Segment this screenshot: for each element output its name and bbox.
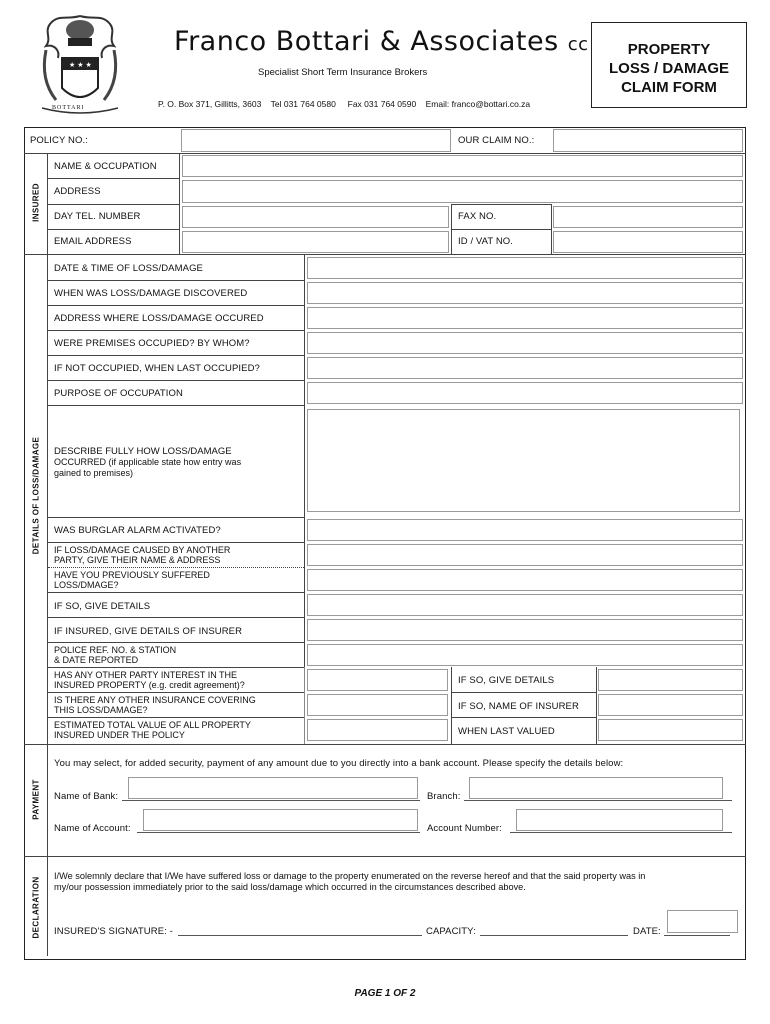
address-label: ADDRESS	[54, 186, 101, 197]
details-section-label: DETAILS OF LOSS/DAMAGE	[31, 436, 41, 555]
police-ref-line1: POLICE REF. NO. & STATION	[54, 645, 177, 655]
our-claim-no-label: OUR CLAIM NO.:	[458, 135, 535, 146]
estimated-value-line1: ESTIMATED TOTAL VALUE OF ALL PROPERTY	[54, 720, 251, 730]
logo-motto: BOTTARI	[52, 105, 85, 111]
date-time-label: DATE & TIME OF LOSS/DAMAGE	[54, 263, 203, 274]
prev-suffered-line2: LOSS/DMAGE?	[54, 580, 119, 590]
company-name-text: Franco Bottari & Associates	[174, 26, 559, 57]
payment-section-label: PAYMENT	[31, 779, 41, 820]
payment-intro: You may select, for added security, payment of any amount due to you directly into a bank account. Please specify the details below:	[54, 758, 624, 769]
account-name-field[interactable]	[143, 809, 418, 831]
form-title-line1: PROPERTY	[627, 41, 711, 58]
capacity-label: CAPACITY:	[426, 926, 476, 937]
prev-suffered-label	[54, 570, 210, 590]
premises-occupied-label: WERE PREMISES OCCUPIED? BY WHOM?	[54, 338, 250, 349]
signature-label: INSURED'S SIGNATURE: -	[54, 926, 173, 937]
not-occupied-field[interactable]	[307, 357, 743, 379]
company-suffix: cc	[567, 34, 589, 55]
account-number-field[interactable]	[516, 809, 723, 831]
when-discovered-field[interactable]	[307, 282, 743, 304]
address-occurred-field[interactable]	[307, 307, 743, 329]
other-party-details-label: IF SO, GIVE DETAILS	[458, 675, 555, 686]
account-name-label: Name of Account:	[54, 823, 131, 834]
bank-name-label: Name of Bank:	[54, 791, 119, 802]
address-occurred-label: ADDRESS WHERE LOSS/DAMAGE OCCURED	[54, 313, 264, 324]
purpose-label: PURPOSE OF OCCUPATION	[54, 388, 183, 399]
account-number-label: Account Number:	[427, 823, 502, 834]
email-address-label: EMAIL ADDRESS	[54, 236, 132, 247]
burglar-alarm-label: WAS BURGLAR ALARM ACTIVATED?	[54, 525, 221, 536]
name-occupation-field[interactable]	[182, 155, 743, 177]
if-so-details-label: IF SO, GIVE DETAILS	[54, 601, 151, 612]
bank-name-field[interactable]	[128, 777, 418, 799]
fax-no-field[interactable]	[553, 206, 743, 228]
date-label: DATE:	[633, 926, 661, 937]
other-party-line1: HAS ANY OTHER PARTY INTEREST IN THE	[54, 670, 238, 680]
form-title-box	[591, 22, 747, 108]
police-ref-line2: & DATE REPORTED	[54, 655, 139, 665]
burglar-alarm-field[interactable]	[307, 519, 743, 541]
if-so-details-field[interactable]	[307, 594, 743, 616]
id-vat-field[interactable]	[553, 231, 743, 253]
estimated-value-line2: INSURED UNDER THE POLICY	[54, 730, 185, 740]
policy-no-label: POLICY NO.:	[30, 135, 88, 146]
other-insurance-label	[54, 695, 256, 715]
form-title-line3: CLAIM FORM	[621, 79, 717, 96]
name-occupation-label: NAME & OCCUPATION	[54, 161, 157, 172]
police-ref-label	[54, 645, 176, 665]
other-insurance-field[interactable]	[307, 694, 448, 716]
other-party-interest-field[interactable]	[307, 669, 448, 691]
describe-field[interactable]	[307, 409, 740, 512]
svg-text:★ ★ ★: ★ ★ ★	[69, 62, 92, 69]
insured-section-label: INSURED	[31, 183, 41, 222]
other-party-details-field[interactable]	[598, 669, 743, 691]
declaration-text-line1: I/We solemnly declare that I/We have suffered loss or damage to the property enumerated on the reverse hereof and that the said property was in	[54, 871, 646, 881]
address-field[interactable]	[182, 180, 743, 203]
other-insurance-line1: IS THERE ANY OTHER INSURANCE COVERING	[54, 695, 256, 705]
company-tagline: Specialist Short Term Insurance Brokers	[258, 67, 428, 78]
when-last-valued-label: WHEN LAST VALUED	[458, 726, 555, 737]
describe-label	[54, 446, 241, 479]
other-party-interest-label	[54, 670, 245, 690]
prev-suffered-field[interactable]	[307, 569, 743, 591]
our-claim-no-field[interactable]	[553, 129, 743, 152]
signature-line[interactable]	[178, 935, 422, 936]
page-number: PAGE 1 OF 2	[354, 988, 416, 999]
other-insurance-line2: THIS LOSS/DAMAGE?	[54, 705, 148, 715]
branch-field[interactable]	[469, 777, 723, 799]
another-party-label	[54, 545, 230, 565]
premises-occupied-field[interactable]	[307, 332, 743, 354]
company-name	[174, 26, 589, 57]
fax-no-label: FAX NO.	[458, 211, 497, 222]
describe-label-line1: DESCRIBE FULLY HOW LOSS/DAMAGE	[54, 446, 232, 457]
policy-no-field[interactable]	[181, 129, 451, 152]
describe-label-line2: OCCURRED (if applicable state how entry was	[54, 457, 242, 467]
if-insured-label: IF INSURED, GIVE DETAILS OF INSURER	[54, 626, 243, 637]
estimated-value-field[interactable]	[307, 719, 448, 741]
email-address-field[interactable]	[182, 231, 449, 253]
when-discovered-label: WHEN WAS LOSS/DAMAGE DISCOVERED	[54, 288, 248, 299]
declaration-section-label: DECLARATION	[31, 876, 41, 939]
if-insured-field[interactable]	[307, 619, 743, 641]
another-party-line1: IF LOSS/DAMAGE CAUSED BY ANOTHER	[54, 545, 231, 555]
not-occupied-label: IF NOT OCCUPIED, WHEN LAST OCCUPIED?	[54, 363, 260, 374]
declaration-text-line2: my/our possession immediately prior to the said loss/damage which occurred in the circumstances described above.	[54, 882, 526, 892]
police-ref-field[interactable]	[307, 644, 743, 666]
another-party-field[interactable]	[307, 544, 743, 566]
date-field[interactable]	[667, 910, 738, 933]
date-time-field[interactable]	[307, 257, 743, 279]
day-tel-field[interactable]	[182, 206, 449, 228]
describe-label-line3: gained to premises)	[54, 468, 134, 478]
id-vat-label: ID / VAT NO.	[458, 236, 514, 247]
declaration-text	[54, 871, 645, 893]
day-tel-label: DAY TEL. NUMBER	[54, 211, 141, 222]
estimated-value-label	[54, 720, 251, 740]
another-party-line2: PARTY, GIVE THEIR NAME & ADDRESS	[54, 555, 221, 565]
other-insurer-name-field[interactable]	[598, 694, 743, 716]
prev-suffered-line1: HAVE YOU PREVIOUSLY SUFFERED	[54, 570, 210, 580]
purpose-field[interactable]	[307, 382, 743, 404]
capacity-line[interactable]	[480, 935, 628, 936]
company-contact: P. O. Box 371, Gillitts, 3603 Tel 031 764 0580 Fax 031 764 0590 Email: franco@bottari.co.za	[158, 99, 531, 109]
form-title-line2: LOSS / DAMAGE	[608, 60, 729, 77]
when-last-valued-field[interactable]	[598, 719, 743, 741]
branch-label: Branch:	[427, 791, 461, 802]
other-party-line2: INSURED PROPERTY (e.g. credit agreement)?	[54, 680, 245, 690]
other-insurer-name-label: IF SO, NAME OF INSURER	[458, 701, 579, 712]
